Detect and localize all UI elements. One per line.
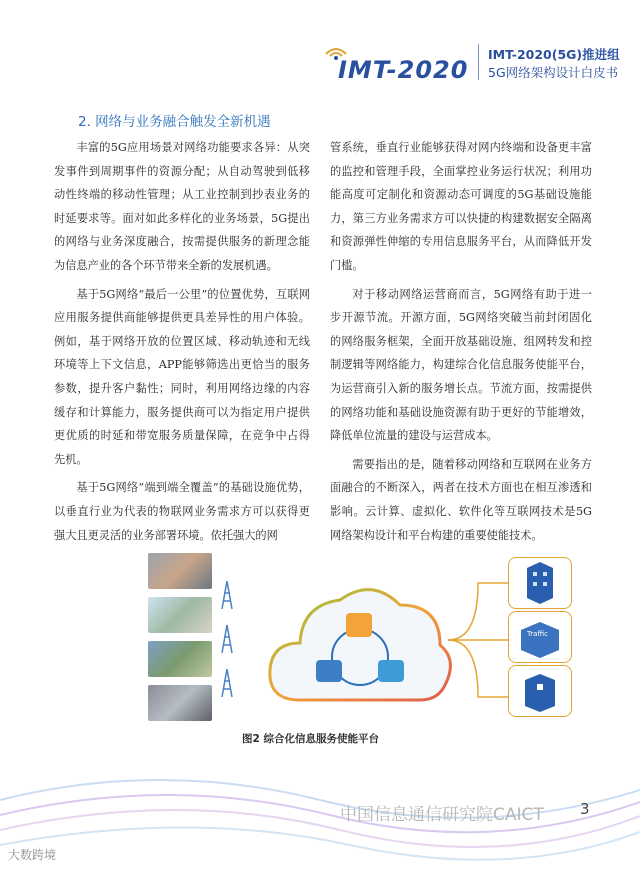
right-column [330, 136, 592, 552]
building-icon [509, 558, 571, 608]
paragraph: 需要指出的是，随着移动网络和互联网在业务方面融合的不断深入，两者在技术方面也在相互渗透和影响。云计算、虚拟化、软件化等互联网技术是5G网络架构设计和平台构建的重要使能技术。 [330, 457, 592, 542]
paragraph: 基于5G网络“端到端全覆盖”的基础设施优势，以垂直行业为代表的物联网业务需求方可以获得更强大且更灵活的业务部署环境。依托强大的网 [54, 481, 310, 542]
connector-lines [448, 565, 508, 705]
traffic-building [508, 611, 572, 663]
enterprise-building [508, 557, 572, 609]
farm-photo [148, 641, 212, 677]
page-number: 3 [580, 800, 590, 818]
figure-caption: 图2 综合化信息服务使能平台 [242, 733, 379, 745]
watermark: 中国信息通信研究院CAICT [340, 805, 544, 825]
footer-brand: 大数跨境 [8, 848, 57, 862]
section-title: 2. 网络与业务融合触发全新机遇 [78, 114, 271, 130]
paragraph: 管系统，垂直行业能够获得对网内终端和设备更丰富的监控和管理手段，全面掌控业务运行状况；利用功能高度可定制化和资源动态可调度的5G基础设施能力，第三方业务需求方可以快捷的构建数据安全隔离和资源弹性伸缩的专用信息服务平台，从而降低开发门槛。 [330, 141, 592, 272]
header-divider [478, 44, 479, 80]
header [322, 36, 622, 88]
org-title: IMT-2020(5G)推进组 [488, 47, 620, 62]
paragraph: 基于5G网络“最后一公里”的位置优势，互联网应用服务提供商能够提供更具差异性的用户体验。例如，基于网络开放的位置区域、移动轨迹和无线环境等上下文信息，APP能够筛选出更恰当的服务参数，提升客户黏性；同时，利用网络边缘的内容缓存和计算能力，服务提供商可以为指定用户提供更优质的时延和带宽服务质量保障，在竞争中占得先机。 [54, 287, 310, 466]
building-sign: Traffic [527, 630, 549, 638]
paragraph: 对于移动网络运营商而言，5G网络有助于进一步开源节流。开源方面，5G网络突破当前封闭固化的网络服务框架，全面开放基础设施、组网转发和控制逻辑等网络能力，构建综合化信息服务使能平台，为运营商引入新的服务增长点。节流方面，按需提供的网络功能和基础设施资源有助于更好的节能增效，降低单位流量的建设与运营成本。 [330, 287, 592, 443]
platform-diagram [148, 545, 598, 725]
logo-text: IMT-2020 [338, 56, 469, 84]
decorative-waves [0, 740, 640, 869]
city-photo [148, 597, 212, 633]
cell-tower-icon [220, 623, 234, 655]
imt-2020-logo [322, 42, 472, 84]
cell-tower-icon [220, 667, 234, 699]
left-column [54, 136, 310, 552]
cell-tower-icon [220, 579, 234, 611]
paragraph: 丰富的5G应用场景对网络功能要求各异：从突发事件到周期事件的资源分配；从自动驾驶到低移动性终端的移动性管理；从工业控制到抄表业务的时延要求等。面对如此多样化的业务场景，5G提出的网络与业务深度融合，按需提供服务的新理念能为信息产业的各个环节带来全新的发展机遇。 [54, 141, 310, 272]
doc-title: 5G网络架构设计白皮书 [488, 65, 619, 80]
cloud-platform-icon [260, 565, 460, 720]
hospital-building [508, 665, 572, 717]
industrial-photo [148, 553, 212, 589]
traffic-photo [148, 685, 212, 721]
building-icon [509, 666, 571, 716]
